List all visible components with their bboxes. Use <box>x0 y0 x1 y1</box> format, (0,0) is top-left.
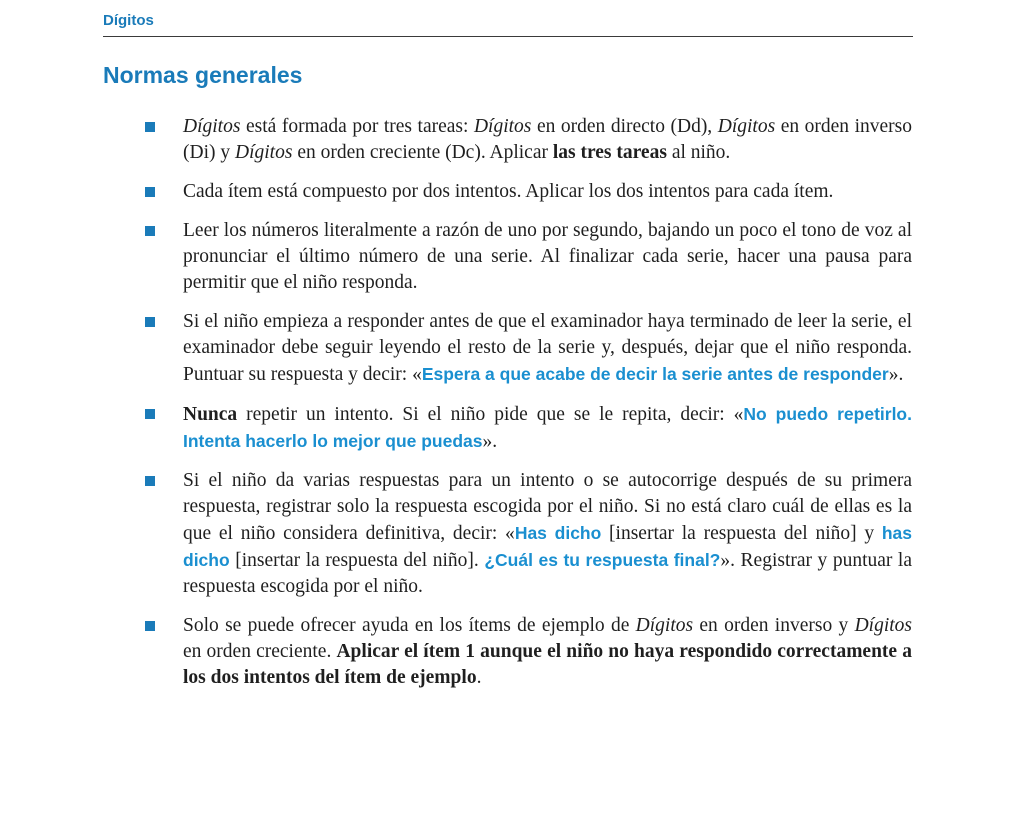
rule-item <box>145 613 912 691</box>
rule-text-italic: Dígitos <box>183 116 241 137</box>
rule-item <box>145 309 912 388</box>
rule-text-italic: Dígitos <box>235 142 293 163</box>
rule-text: está formada por tres tareas: <box>240 116 474 137</box>
rule-text: en orden inverso (Di) y <box>183 116 912 163</box>
spoken-instruction: No puedo repetirlo. Intenta hacerlo lo mejor que puedas <box>183 404 912 451</box>
section-title: Normas generales <box>103 62 303 88</box>
rule-text: en orden creciente. <box>183 641 337 662</box>
rule-text-bold: las tres tareas <box>552 142 667 163</box>
square-bullet-icon <box>145 317 155 327</box>
square-bullet-icon <box>145 476 155 486</box>
spoken-instruction: Has dicho <box>514 523 602 543</box>
rule-text: Leer los números literalmente a razón de uno por segundo, bajando un poco el tono de voz al pronunciar el último número de una serie. Al finalizar cada serie, hacer una pausa para permitir que el niño responda. <box>183 220 912 293</box>
rule-text: Cada ítem está compuesto por dos intentos. Aplicar los dos intentos para cada ítem. <box>183 181 834 202</box>
rule-text-italic: Dígitos <box>717 116 776 137</box>
square-bullet-icon <box>145 409 155 419</box>
rule-text: ». <box>482 431 498 452</box>
rule-text: en orden inverso y <box>693 615 855 636</box>
rule-text-italic: Dígitos <box>854 615 912 636</box>
rules-list <box>145 114 912 704</box>
rule-text-italic: Dígitos <box>473 116 532 137</box>
rule-text: al niño. <box>666 142 731 163</box>
spoken-instruction: Espera a que acabe de decir la serie antes de responder <box>421 364 889 384</box>
rule-text: Si el niño empieza a responder antes de que el examinador haya terminado de leer la serie, el examinador debe seguir leyendo el resto de la serie y, después, dejar que el niño responda. Puntuar su respuesta y decir: « <box>183 311 912 385</box>
rule-text: [insertar la respuesta del niño] y <box>601 523 882 544</box>
rule-text: Solo se puede ofrecer ayuda en los ítems de ejemplo de <box>183 615 636 636</box>
header-title: Dígitos <box>103 12 154 29</box>
rule-item <box>145 179 912 205</box>
rule-text: ». <box>888 364 904 385</box>
square-bullet-icon <box>145 621 155 631</box>
page-header <box>103 11 913 37</box>
rule-text: en orden creciente (Dc). Aplicar <box>292 142 553 163</box>
rule-text-bold: Aplicar el ítem 1 aunque el niño no haya respondido correctamente a los dos intentos del ítem de ejemplo <box>183 641 912 688</box>
rule-item <box>145 218 912 296</box>
rule-text: repetir un intento. Si el niño pide que se le repita, decir: « <box>237 404 744 425</box>
spoken-instruction: has dicho <box>183 523 912 570</box>
square-bullet-icon <box>145 122 155 132</box>
rule-text: ». Registrar y puntuar la respuesta escogida por el niño. <box>183 550 913 597</box>
rule-text: [insertar la respuesta del niño]. <box>229 550 485 571</box>
spoken-instruction: ¿Cuál es tu respuesta final? <box>484 550 721 570</box>
rule-text-italic: Dígitos <box>635 615 694 636</box>
rule-text: Si el niño da varias respuestas para un intento o se autocorrige después de su primera respuesta, registrar solo la respuesta escogida por el niño. Si no está claro cuál de ellas es la que el niño considera definitiva, decir: « <box>183 470 912 544</box>
rule-item <box>145 401 912 455</box>
square-bullet-icon <box>145 187 155 197</box>
rule-text-bold: Nunca <box>183 404 238 425</box>
square-bullet-icon <box>145 226 155 236</box>
rule-text: en orden directo (Dd), <box>531 116 718 137</box>
rule-item <box>145 468 912 600</box>
rule-text: . <box>476 667 482 688</box>
rule-item <box>145 114 912 166</box>
